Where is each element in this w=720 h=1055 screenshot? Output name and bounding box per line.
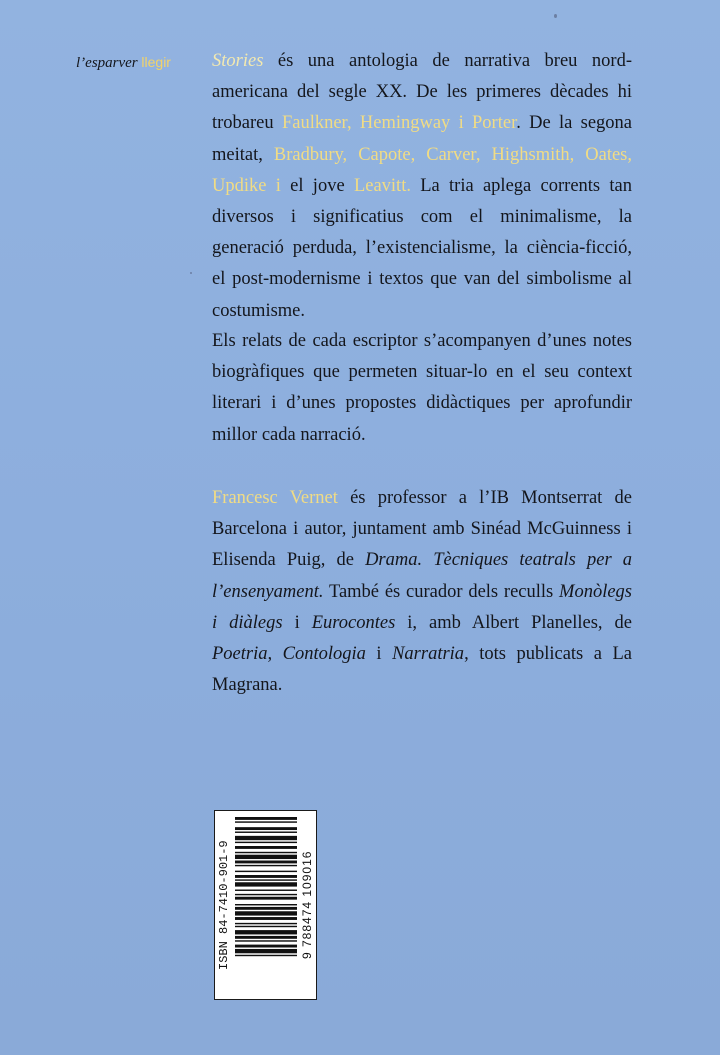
barcode-bar <box>235 911 297 915</box>
publisher-name: l’esparver <box>76 55 138 71</box>
barcode-bar <box>235 882 297 886</box>
book-monolegs: Monòlegs i diàlegs <box>212 581 632 633</box>
bio-text-6: , tots publicats a La Magrana. <box>212 644 633 696</box>
barcode-bar <box>235 907 297 910</box>
editor-bio-paragraph <box>212 483 632 701</box>
bio-text-1: és professor a l’IB Montserrat de Barcelona i autor, juntament amb Sinéad McGuinness i Elisenda Puig, de <box>212 488 632 571</box>
barcode-bar <box>235 930 297 934</box>
barcode-bar <box>235 842 297 843</box>
barcode-bar <box>235 923 297 924</box>
ean-digits: 9 788474 109016 <box>300 850 314 960</box>
authors-first-decades: Faulkner, Hemingway i Porter <box>281 113 517 134</box>
barcode-bar <box>235 949 297 953</box>
bio-text-3: i <box>282 612 312 633</box>
print-speck <box>190 272 192 274</box>
notes-text: Els relats de cada escriptor s’acompanyen d’unes notes biogràfiques que permeten situar-lo en el seu context literari i d’unes propostes didàctiques per aprofundir millor cada narració. <box>212 331 632 445</box>
barcode-bar <box>235 926 297 927</box>
barcode-bar <box>235 865 297 866</box>
barcode-bar <box>235 875 297 878</box>
collection-name: llegir <box>141 54 171 70</box>
book-drama: Drama. Tècniques teatrals per a l’ensenyament. <box>212 550 633 602</box>
book-title: Stories <box>212 51 264 71</box>
barcode-bar <box>235 836 297 840</box>
summary-text-4: La tria aplega corrents tan diversos i significatius com el minimalisme, la generació perduda, l’existencialisme, la ciència-ficció, el post-modernisme i textos que van del simbolisme al costumisme. <box>212 175 632 321</box>
barcode-bar <box>235 855 297 859</box>
author-leavitt: Leavitt. <box>353 175 411 196</box>
bio-text-2: També és curador dels reculls <box>323 581 560 602</box>
barcode-bar <box>235 936 297 939</box>
isbn-number: ISBN 84-7410-901-9 <box>217 840 231 970</box>
authors-second-half: Bradbury, Capote, Carver, Highsmith, Oates, Updike i <box>212 144 633 196</box>
barcode-bar <box>235 821 297 822</box>
barcode-bar <box>235 817 297 820</box>
notes-paragraph <box>212 326 632 451</box>
bio-text-4: i, amb Albert Planelles, de <box>395 612 632 633</box>
bio-text-5: i <box>365 644 393 665</box>
barcode-bar <box>235 861 297 864</box>
isbn-barcode <box>214 810 317 1000</box>
barcode-bar <box>235 904 297 905</box>
barcode-bar <box>235 871 297 872</box>
summary-text-1: és una antologia de narrativa breu nord-americana del segle XX. De les primeres dècades hi trobareu <box>212 51 632 134</box>
barcode-bar <box>235 917 297 920</box>
summary-text-3: el jove <box>280 175 354 196</box>
barcode-bar <box>235 945 297 948</box>
barcode-bar <box>235 890 297 891</box>
barcode-bar <box>235 897 297 900</box>
barcode-bar <box>235 894 297 895</box>
barcode-bars <box>235 817 297 993</box>
barcode-bar <box>235 955 297 956</box>
summary-text-2: . De la segona meitat, <box>212 113 633 165</box>
book-poetria: Poetria, Contologia <box>212 644 366 665</box>
publisher-brand <box>76 52 171 73</box>
book-eurocontes: Eurocontes <box>311 612 396 633</box>
editor-name: Francesc Vernet <box>212 488 338 508</box>
barcode-bar <box>235 879 297 880</box>
summary-paragraph <box>212 46 632 327</box>
print-speck <box>554 14 557 18</box>
barcode-bar <box>235 852 297 853</box>
barcode-bar <box>235 940 297 941</box>
barcode-bar <box>235 846 297 849</box>
barcode-bar <box>235 827 297 830</box>
barcode-bar <box>235 832 297 833</box>
book-narratria: Narratria <box>392 644 465 665</box>
